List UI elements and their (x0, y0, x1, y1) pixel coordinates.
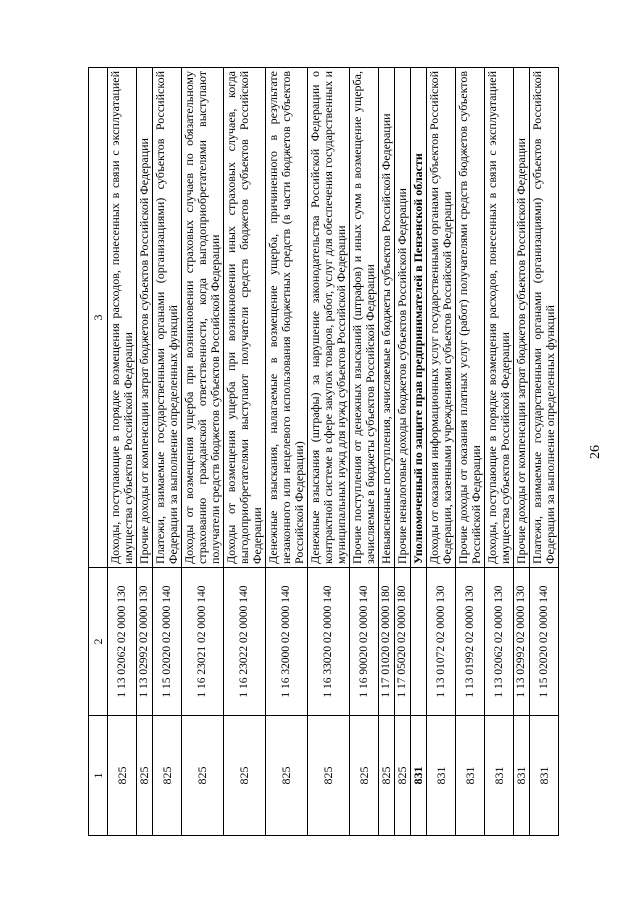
revenue-code-cell (411, 568, 427, 716)
revenue-code-cell: 1 16 33020 02 0000 140 (308, 568, 350, 716)
revenue-name-cell: Прочие доходы от компенсации затрат бюджетов субъектов Российской Федерации (137, 68, 153, 568)
table-row (224, 68, 266, 836)
admin-code-cell: 831 (456, 716, 485, 836)
admin-code-cell: 825 (308, 716, 350, 836)
admin-code-cell: 825 (379, 716, 395, 836)
table-row (485, 68, 514, 836)
revenue-name-cell: Уполномоченный по защите прав предпринимателей в Пензенской области (411, 68, 427, 568)
table-header-row (89, 68, 108, 836)
revenue-code-cell: 1 16 23022 02 0000 140 (224, 568, 266, 716)
admin-code-cell: 831 (530, 716, 559, 836)
header-col-3: 3 (89, 68, 108, 568)
revenue-code-cell: 1 13 02062 02 0000 130 (108, 568, 137, 716)
table-row (514, 68, 530, 836)
revenue-name-cell: Невыясненные поступления, зачисляемые в бюджеты субъектов Российской Федерации (379, 68, 395, 568)
revenue-name-cell: Доходы от возмещения ущерба при возникновении страховых случаев по обязательному страхованию гражданской ответственности, когда выгодоприобретателями выступают получатели средств бюджетов субъектов Российской Федерации (182, 68, 224, 568)
admin-code-cell: 825 (182, 716, 224, 836)
revenue-name-cell: Доходы, поступающие в порядке возмещения расходов, понесенных в связи с эксплуатацией имущества субъектов Российской Федерации (485, 68, 514, 568)
admin-code-cell: 825 (153, 716, 182, 836)
revenue-name-cell: Платежи, взимаемые государственными органами (организациями) субъектов Российской Федерации за выполнение определенных функций (153, 68, 182, 568)
revenue-name-cell: Денежные взыскания, налагаемые в возмещение ущерба, причиненного в результате незаконного или нецелевого использования бюджетных средств (в части бюджетов субъектов Российской Федерации) (266, 68, 308, 568)
revenue-name-cell: Платежи, взимаемые государственными органами (организациями) субъектов Российской Федерации за выполнение определенных функций (530, 68, 559, 568)
revenue-code-cell: 1 16 23021 02 0000 140 (182, 568, 224, 716)
admin-code-cell: 831 (411, 716, 427, 836)
table-row (182, 68, 224, 836)
table-row (350, 68, 379, 836)
table-row (137, 68, 153, 836)
revenue-code-cell: 1 15 02020 02 0000 140 (530, 568, 559, 716)
table-row (308, 68, 350, 836)
revenue-code-cell: 1 17 05020 02 0000 180 (395, 568, 411, 716)
revenue-code-cell: 1 16 32000 02 0000 140 (266, 568, 308, 716)
revenue-code-cell: 1 13 02992 02 0000 130 (514, 568, 530, 716)
revenue-code-cell: 1 17 01020 02 0000 180 (379, 568, 395, 716)
table-row (427, 68, 456, 836)
header-col-2: 2 (89, 568, 108, 716)
section-row (411, 68, 427, 836)
admin-code-cell: 825 (137, 716, 153, 836)
revenue-name-cell: Доходы, поступающие в порядке возмещения расходов, понесенных в связи с эксплуатацией имущества субъектов Российской Федерации (108, 68, 137, 568)
revenue-code-cell: 1 15 02020 02 0000 140 (153, 568, 182, 716)
admin-code-cell: 831 (427, 716, 456, 836)
revenue-name-cell: Прочие доходы от компенсации затрат бюджетов субъектов Российской Федерации (514, 68, 530, 568)
revenue-code-cell: 1 13 02062 02 0000 130 (485, 568, 514, 716)
table-row (395, 68, 411, 836)
header-col-1: 1 (89, 716, 108, 836)
revenue-code-cell: 1 16 90020 02 0000 140 (350, 568, 379, 716)
admin-code-cell: 825 (224, 716, 266, 836)
revenue-code-cell: 1 13 02992 02 0000 130 (137, 568, 153, 716)
admin-code-cell: 831 (485, 716, 514, 836)
table-row (153, 68, 182, 836)
table-row (379, 68, 395, 836)
revenue-name-cell: Прочие поступления от денежных взысканий (штрафов) и иных сумм в возмещение ущерба, зачисляемые в бюджеты субъектов Российской Федерации (350, 68, 379, 568)
revenue-code-cell: 1 13 01992 02 0000 130 (456, 568, 485, 716)
revenue-code-cell: 1 13 01072 02 0000 130 (427, 568, 456, 716)
revenue-name-cell: Прочие неналоговые доходы бюджетов субъектов Российской Федерации (395, 68, 411, 568)
table-row (456, 68, 485, 836)
revenue-name-cell: Денежные взыскания (штрафы) за нарушение законодательства Российской Федерации о контрактной системе в сфере закупок товаров, работ, услуг для обеспечения государственных и муниципальных нужд для нужд субъектов Российской Федерации (308, 68, 350, 568)
table-container (88, 68, 557, 836)
admin-code-cell: 825 (350, 716, 379, 836)
revenue-name-cell: Доходы от оказания информационных услуг государственными органами субъектов Российской Федерации, казенными учреждениями субъектов Российской Федерации (427, 68, 456, 568)
table-row (108, 68, 137, 836)
table-row (530, 68, 559, 836)
admin-code-cell: 825 (395, 716, 411, 836)
page-number: 26 (588, 445, 603, 459)
admin-code-cell: 825 (266, 716, 308, 836)
revenue-name-cell: Доходы от возмещения ущерба при возникновении иных страховых случаев, когда выгодоприобретателями выступают получатели средств бюджетов субъектов Российской Федерации (224, 68, 266, 568)
admin-code-cell: 831 (514, 716, 530, 836)
table-row (266, 68, 308, 836)
admin-code-cell: 825 (108, 716, 137, 836)
revenue-name-cell: Прочие доходы от оказания платных услуг (работ) получателями средств бюджетов субъектов Российской Федерации (456, 68, 485, 568)
table-body (108, 68, 559, 836)
revenue-codes-table (88, 67, 559, 836)
